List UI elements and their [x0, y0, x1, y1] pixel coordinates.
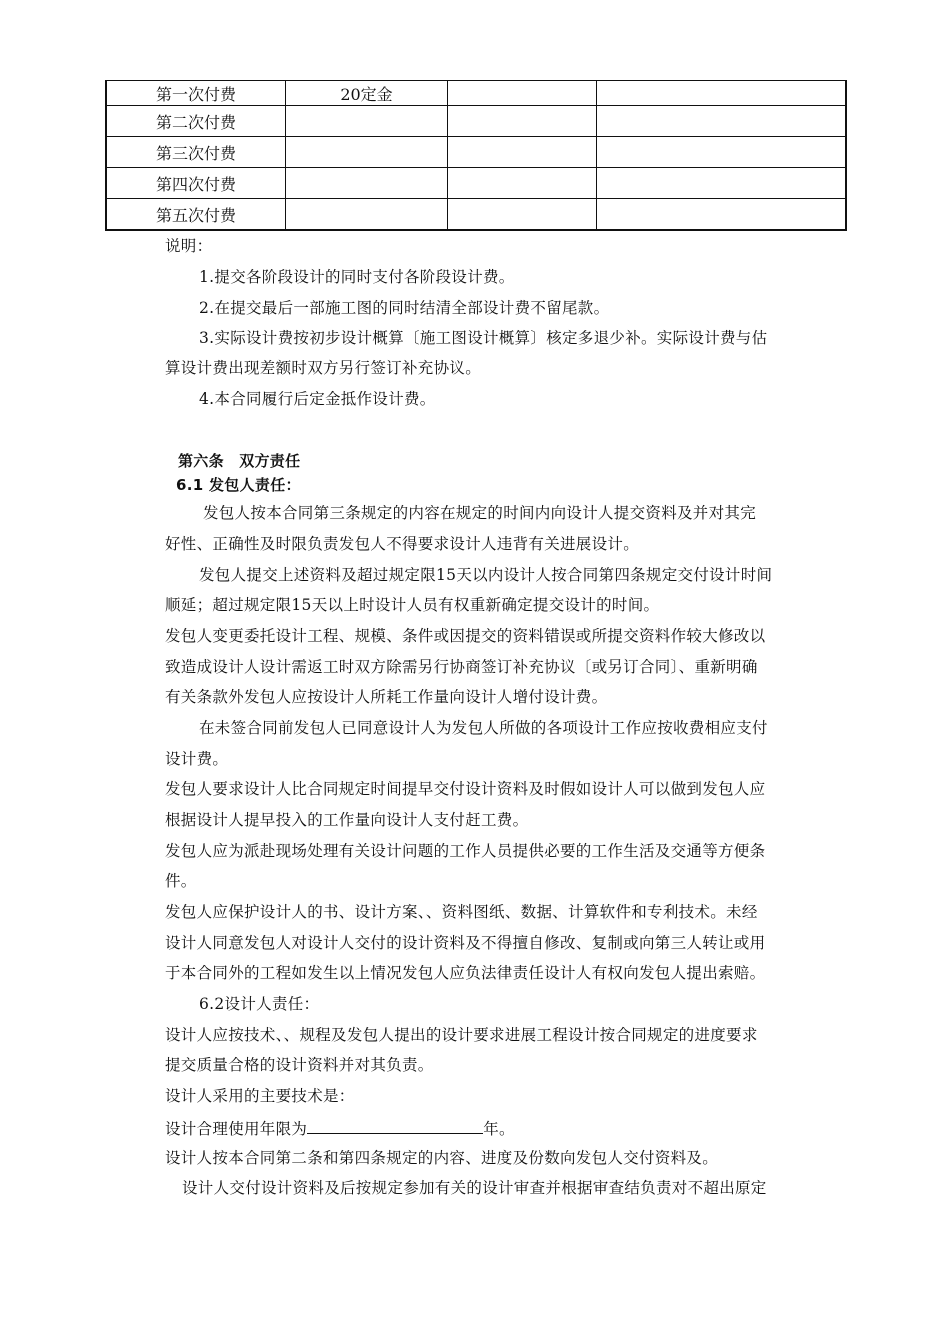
design-life-unit: 年。 — [483, 1120, 515, 1138]
paragraph-line: 设计费。 — [165, 750, 229, 768]
paragraph-line: 发包人提交上述资料及超过规定限15天以内设计人按合同第四条规定交付设计时间 — [199, 566, 773, 584]
paragraph-line: 设计人同意发包人对设计人交付的设计资料及不得擅自修改、复制或向第三人转让或用 — [165, 934, 766, 952]
table-cell — [286, 137, 448, 168]
article-6-title: 第六条 双方责任 — [178, 452, 301, 470]
paragraph-line: 发包人应为派赴现场处理有关设计问题的工作人员提供必要的工作生活及交通等方便条 — [165, 842, 766, 860]
section-6-2-title: 6.2设计人责任： — [199, 995, 320, 1013]
table-cell: 第一次付费 — [106, 81, 286, 106]
table-cell: 第二次付费 — [106, 106, 286, 137]
table-cell — [448, 137, 597, 168]
table-cell — [286, 199, 448, 231]
table-cell — [597, 199, 847, 231]
design-life-blank — [307, 1117, 483, 1134]
note-3-line-1: 3.实际设计费按初步设计概算〔施工图设计概算〕核定多退少补。实际设计费与估 — [199, 329, 768, 347]
table-cell: 第五次付费 — [106, 199, 286, 231]
paragraph-line: 致造成设计人设计需返工时双方除需另行协商签订补充协议〔或另订合同〕、重新明确 — [165, 658, 758, 676]
paragraph-line: 设计人交付设计资料及后按规定参加有关的设计审查并根据审查结负责对不超出原定 — [182, 1179, 767, 1197]
table-cell — [597, 106, 847, 137]
design-life-label: 设计合理使用年限为 — [165, 1120, 308, 1138]
table-row — [106, 106, 846, 137]
note-3-line-2: 算设计费出现差额时双方另行签订补充协议。 — [165, 359, 482, 377]
table-cell: 第四次付费 — [106, 168, 286, 199]
table-row — [106, 199, 846, 231]
paragraph-line: 发包人变更委托设计工程、规模、条件或因提交的资料错误或所提交资料作较大修改以 — [165, 627, 766, 645]
table-cell — [597, 168, 847, 199]
paragraph-line: 设计人按本合同第二条和第四条规定的内容、进度及份数向发包人交付资料及。 — [165, 1149, 719, 1167]
paragraph-line: 发包人应保护设计人的书、设计方案、、资料图纸、数据、计算软件和专利技术。未经 — [165, 903, 758, 921]
paragraph-line: 件。 — [165, 872, 197, 890]
section-6-1-title: 6.1 发包人责任： — [176, 476, 301, 494]
table-row — [106, 137, 846, 168]
table-row — [106, 81, 846, 106]
paragraph-line: 好性、正确性及时限负责发包人不得要求设计人违背有关进展设计。 — [165, 535, 640, 553]
table-cell — [597, 81, 847, 106]
paragraph-line: 有关条款外发包人应按设计人所耗工作量向设计人增付设计费。 — [165, 688, 608, 706]
paragraph-line: 顺延；超过规定限15天以上时设计人员有权重新确定提交设计的时间。 — [165, 596, 660, 614]
table-cell: 20定金 — [286, 81, 448, 106]
table-cell — [448, 106, 597, 137]
note-4: 4.本合同履行后定金抵作设计费。 — [199, 390, 436, 408]
table-cell — [286, 106, 448, 137]
paragraph-line: 在未签合同前发包人已同意设计人为发包人所做的各项设计工作应按收费相应支付 — [199, 719, 768, 737]
paragraph-line: 提交质量合格的设计资料并对其负责。 — [165, 1056, 434, 1074]
paragraph-line: 根据设计人提早投入的工作量向设计人支付赶工费。 — [165, 811, 529, 829]
table-cell — [286, 168, 448, 199]
design-life-line — [165, 1117, 515, 1139]
payment-table — [105, 80, 847, 231]
paragraph-line: 设计人应按技术、、规程及发包人提出的设计要求进展工程设计按合同规定的进度要求 — [165, 1026, 758, 1044]
paragraph-line: 于本合同外的工程如发生以上情况发包人应负法律责任设计人有权向发包人提出索赔。 — [165, 964, 766, 982]
table-cell — [448, 168, 597, 199]
table-cell: 第三次付费 — [106, 137, 286, 168]
paragraph-line: 设计人采用的主要技术是： — [165, 1087, 355, 1105]
table-cell — [448, 81, 597, 106]
table-row — [106, 168, 846, 199]
note-1: 1.提交各阶段设计的同时支付各阶段设计费。 — [199, 268, 515, 286]
table-cell — [448, 199, 597, 231]
paragraph-line: 发包人要求设计人比合同规定时间提早交付设计资料及时假如设计人可以做到发包人应 — [165, 780, 766, 798]
note-2: 2.在提交最后一部施工图的同时结清全部设计费不留尾款。 — [199, 299, 610, 317]
notes-heading: 说明： — [165, 237, 213, 255]
table-cell — [597, 137, 847, 168]
paragraph-line: 发包人按本合同第三条规定的内容在规定的时间内向设计人提交资料及并对其完 — [203, 504, 757, 522]
